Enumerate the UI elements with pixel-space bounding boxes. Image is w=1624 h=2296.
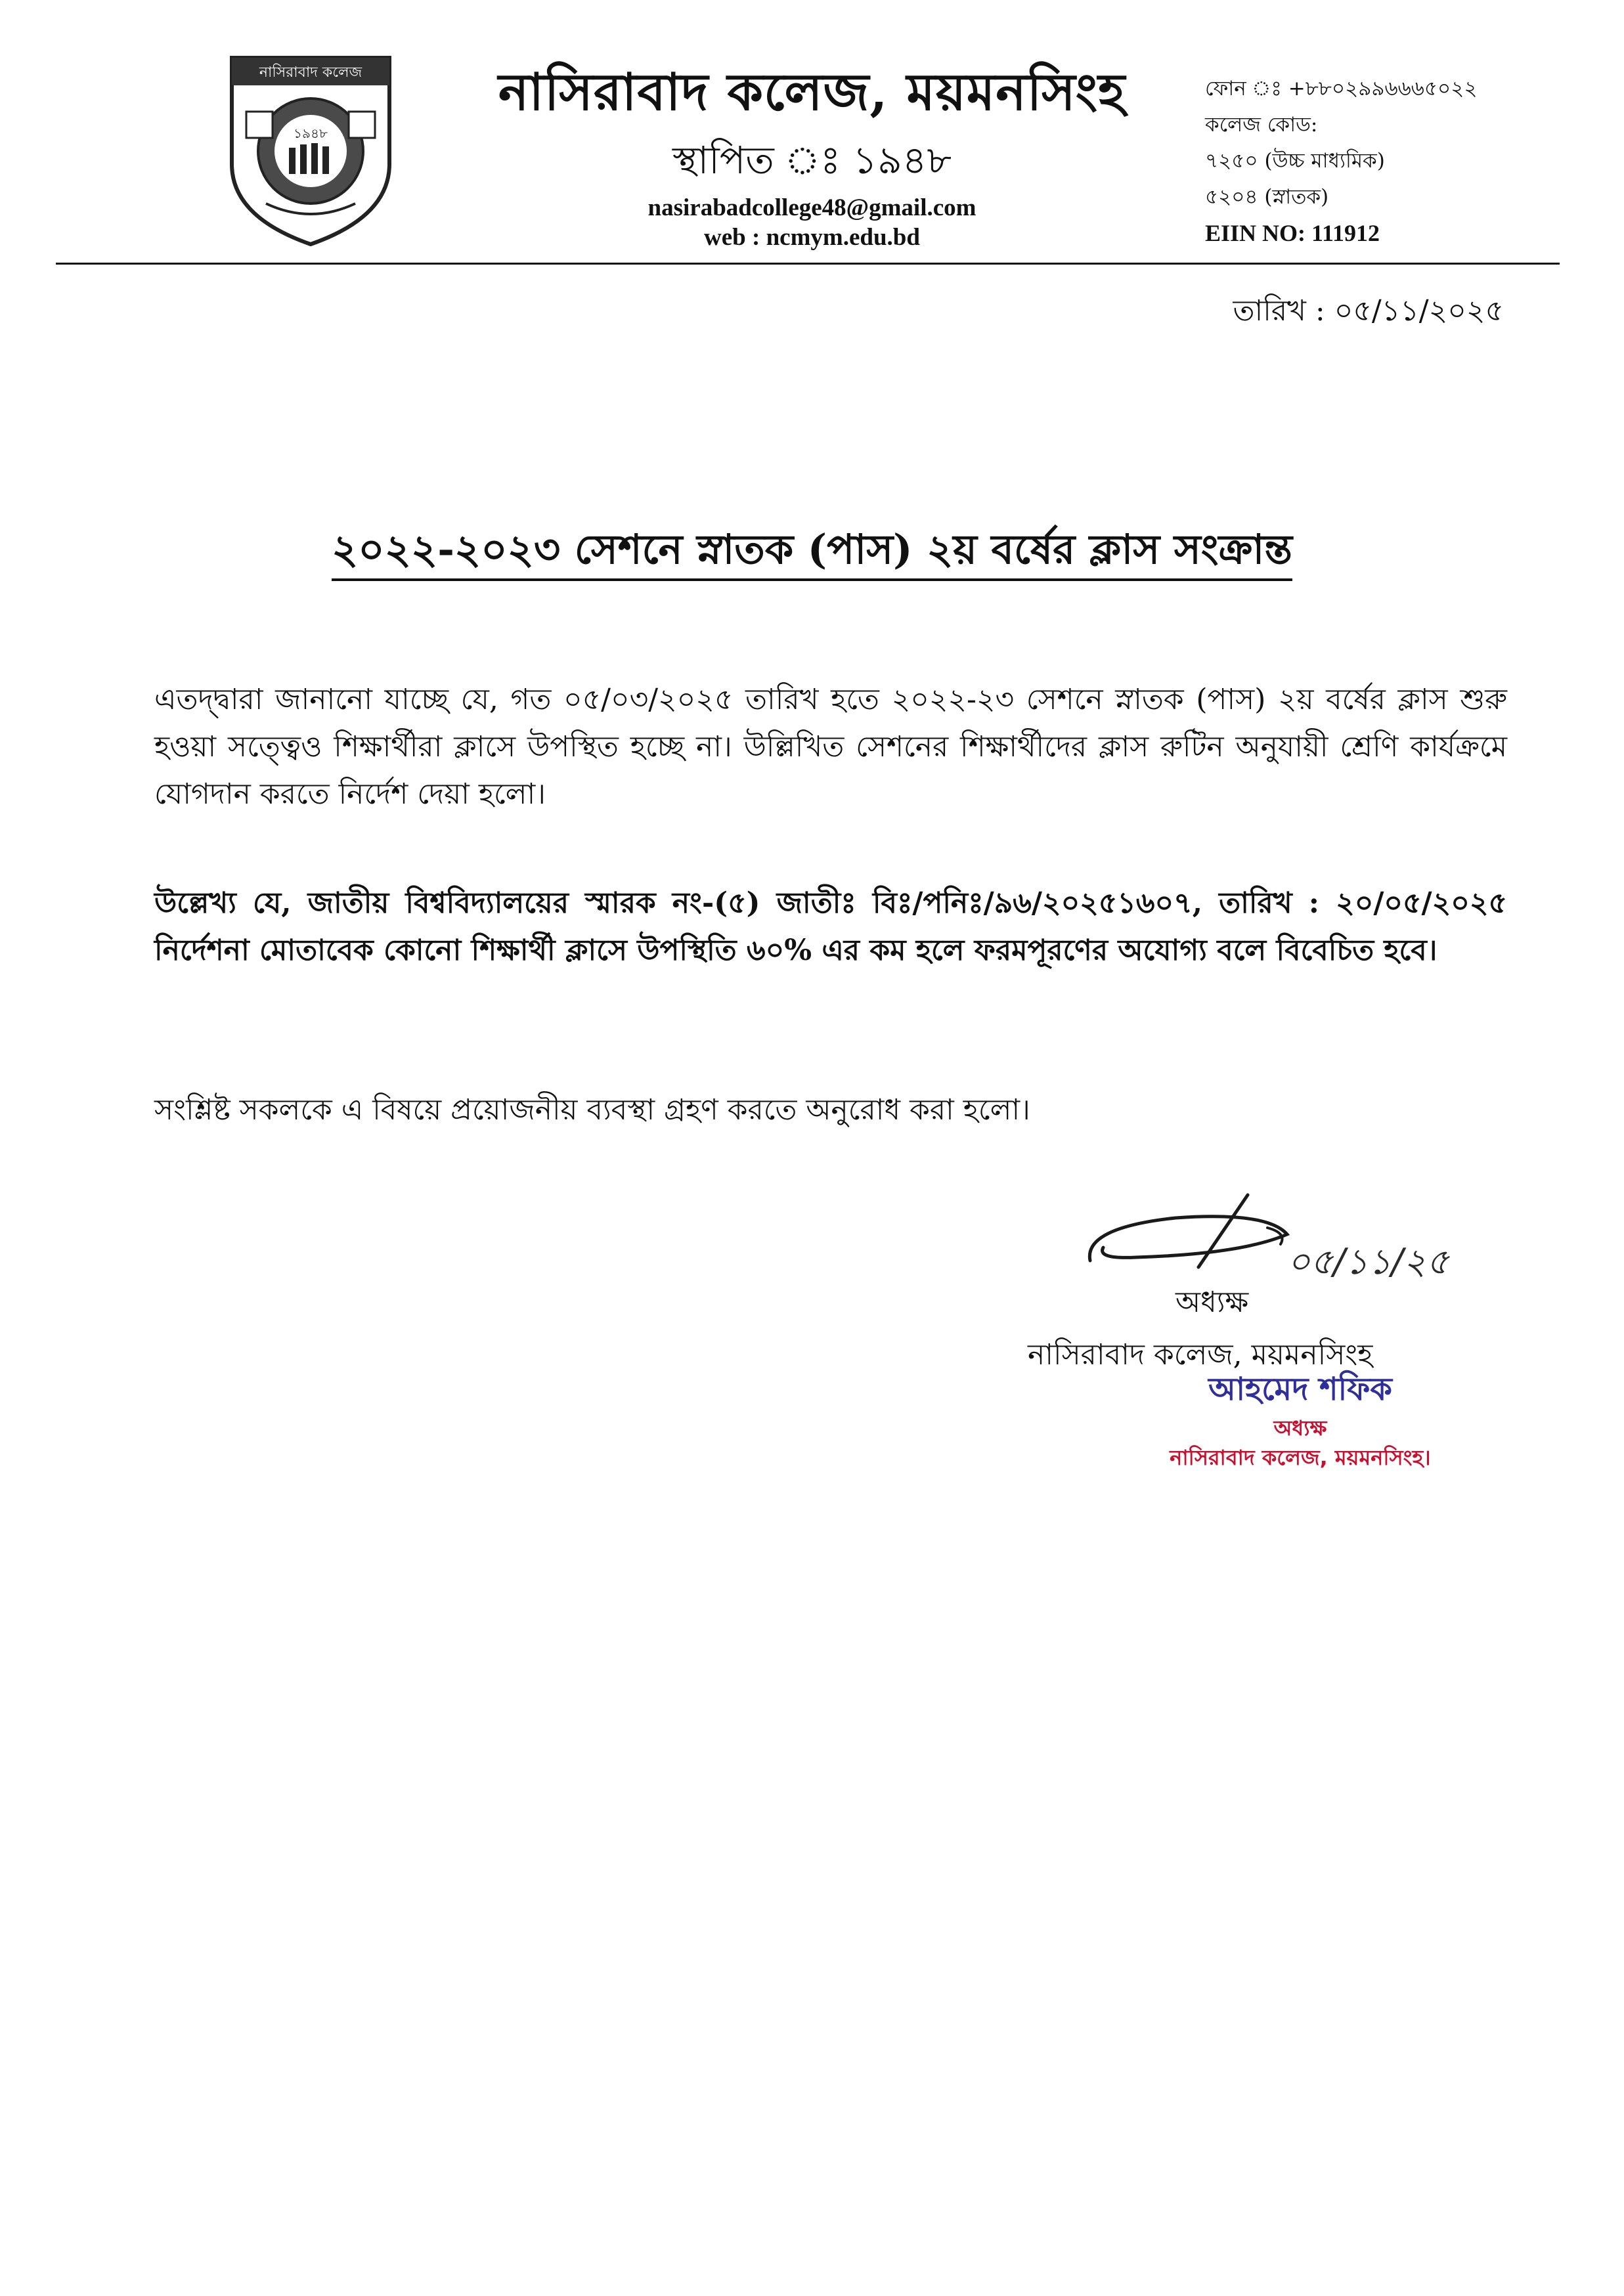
- college-code-hsc: ৭২৫০ (উচ্চ মাধ্যমিক): [1205, 149, 1385, 173]
- notice-subject: [0, 519, 1624, 586]
- body-paragraph-3: সংশ্লিষ্ট সকলকে এ বিষয়ে প্রয়োজনীয় ব্যবস্থা গ্রহণ করতে অনুরোধ করা হলো।: [154, 1093, 1030, 1127]
- header-divider: [56, 263, 1560, 265]
- college-code-degree: ৫২০৪ (স্নাতক): [1205, 185, 1329, 209]
- phone-number: ফোন ঃ +৮৮০২৯৯৬৬৬৫০২২: [1205, 77, 1478, 100]
- stamp-college: নাসিরাবাদ কলেজ, ময়মনসিংহ।: [1170, 1445, 1431, 1470]
- college-email: nasirabadcollege48@gmail.com: [647, 194, 977, 221]
- body-paragraph-2: উল্লেখ্য যে, জাতীয় বিশ্ববিদ্যালয়ের স্মারক নং-(৫) জাতীঃ বিঃ/পনিঃ/৯৬/২০২৫১৬০৭, তারিখ : ২০/০৫/২০২৫ নির্দেশনা মোতাবেক কোনো শিক্ষার্থী ক্লাসে উপস্থিতি ৬০% এর কম হলে ফরমপূরণের অযোগ্য বলে বিবেচিত হবে।: [154, 886, 1507, 967]
- stamp-title: অধ্যক্ষ: [1273, 1416, 1327, 1440]
- body-paragraph-1: এতদ্দ্বারা জানানো যাচ্ছে যে, গত ০৫/০৩/২০২৫ তারিখ হতে ২০২২-২৩ সেশনে স্নাতক (পাস) ২য় বর্ষের ক্লাস শুরু হওয়া সত্ত্বেও শিক্ষার্থীরা ক্লাসে উপস্থিত হচ্ছে না। উল্লিখিত সেশনের শিক্ষার্থীদের ক্লাস রুটিন অনুযায়ী শ্রেণি কার্যক্রমে যোগদান করতে নির্দেশ দেয়া হলো।: [154, 683, 1507, 811]
- handwritten-date: ০৫/১১/২৫: [1287, 1241, 1449, 1282]
- notice-date: তারিখ : ০৫/১১/২০২৫: [1233, 294, 1504, 328]
- established-year: স্থাপিত ঃ ১৯৪৮: [672, 138, 952, 183]
- college-code-label: কলেজ কোড:: [1205, 113, 1318, 137]
- contact-block: [1205, 71, 1573, 251]
- college-website: web : ncmym.edu.bd: [704, 224, 920, 251]
- logo-year: ১৯৪৮: [294, 125, 328, 141]
- eiin-number: EIIN NO: 111912: [1205, 220, 1380, 246]
- stamp-name: আহমেদ শফিক: [1208, 1371, 1392, 1408]
- notice-subject-text: ২০২২-২০২৩ সেশনে স্নাতক (পাস) ২য় বর্ষের ক্লাস সংক্রান্ত: [332, 525, 1292, 581]
- logo-text: নাসিরাবাদ কলেজ: [259, 64, 362, 81]
- college-name: নাসিরাবাদ কলেজ, ময়মনসিংহ: [498, 62, 1126, 122]
- signatory-designation: অধ্যক্ষ: [1175, 1286, 1249, 1319]
- signatory-college: নাসিরাবাদ কলেজ, ময়মনসিংহ: [1028, 1338, 1373, 1372]
